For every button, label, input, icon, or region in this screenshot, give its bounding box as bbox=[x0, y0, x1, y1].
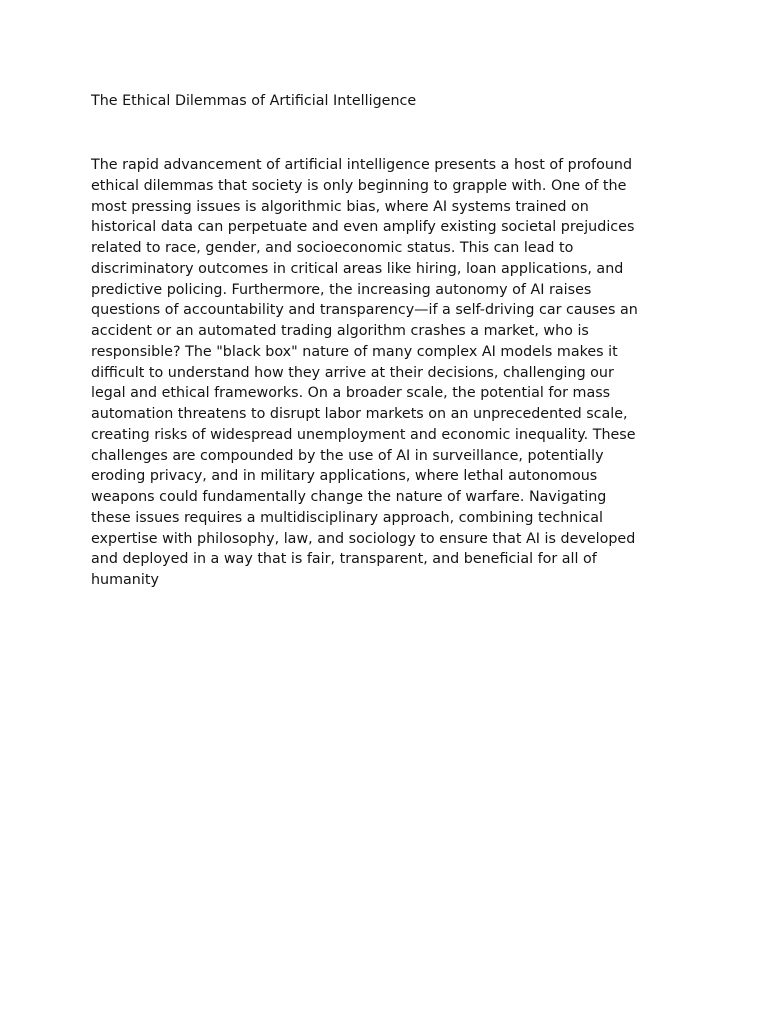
document-title: The Ethical Dilemmas of Artificial Intelligence bbox=[91, 93, 417, 109]
paragraph-line: weapons could fundamentally change the nature of warfare. Navigating bbox=[91, 489, 607, 505]
paragraph-line: related to race, gender, and socioeconomic status. This can lead to bbox=[91, 240, 574, 256]
paragraph-line: difficult to understand how they arrive at their decisions, challenging our bbox=[91, 364, 614, 381]
paragraph-line: predictive policing. Furthermore, the increasing autonomy of AI raises bbox=[91, 281, 592, 298]
paragraph-line: ethical dilemmas that society is only beginning to grapple with. One of the bbox=[91, 177, 627, 194]
paragraph-line: discriminatory outcomes in critical areas like hiring, loan applications, and bbox=[91, 260, 624, 277]
document-paragraph bbox=[91, 155, 676, 591]
paragraph-line: challenges are compounded by the use of AI in surveillance, potentially bbox=[91, 447, 604, 464]
paragraph-line: creating risks of widespread unemployment and economic inequality. These bbox=[91, 426, 636, 443]
paragraph-line: most pressing issues is algorithmic bias, where AI systems trained on bbox=[91, 198, 589, 215]
paragraph-line: questions of accountability and transparency—if a self-driving car causes an bbox=[91, 302, 638, 319]
paragraph-line: legal and ethical frameworks. On a broader scale, the potential for mass bbox=[91, 385, 611, 402]
paragraph-line: automation threatens to disrupt labor markets on an unprecedented scale, bbox=[91, 406, 628, 422]
paragraph-line: historical data can perpetuate and even amplify existing societal prejudices bbox=[91, 219, 635, 236]
paragraph-line: responsible? The "black box" nature of many complex AI models makes it bbox=[91, 343, 618, 360]
paragraph-line: accident or an automated trading algorithm crashes a market, who is bbox=[91, 323, 589, 339]
paragraph-line: The rapid advancement of artificial intelligence presents a host of profound bbox=[91, 157, 633, 173]
paragraph-line: humanity bbox=[91, 572, 159, 588]
paragraph-line: these issues requires a multidisciplinary approach, combining technical bbox=[91, 509, 603, 526]
paragraph-line: and deployed in a way that is fair, transparent, and beneficial for all of bbox=[91, 551, 597, 568]
paragraph-line: expertise with philosophy, law, and sociology to ensure that AI is developed bbox=[91, 530, 636, 547]
paragraph-line: eroding privacy, and in military applications, where lethal autonomous bbox=[91, 468, 598, 485]
